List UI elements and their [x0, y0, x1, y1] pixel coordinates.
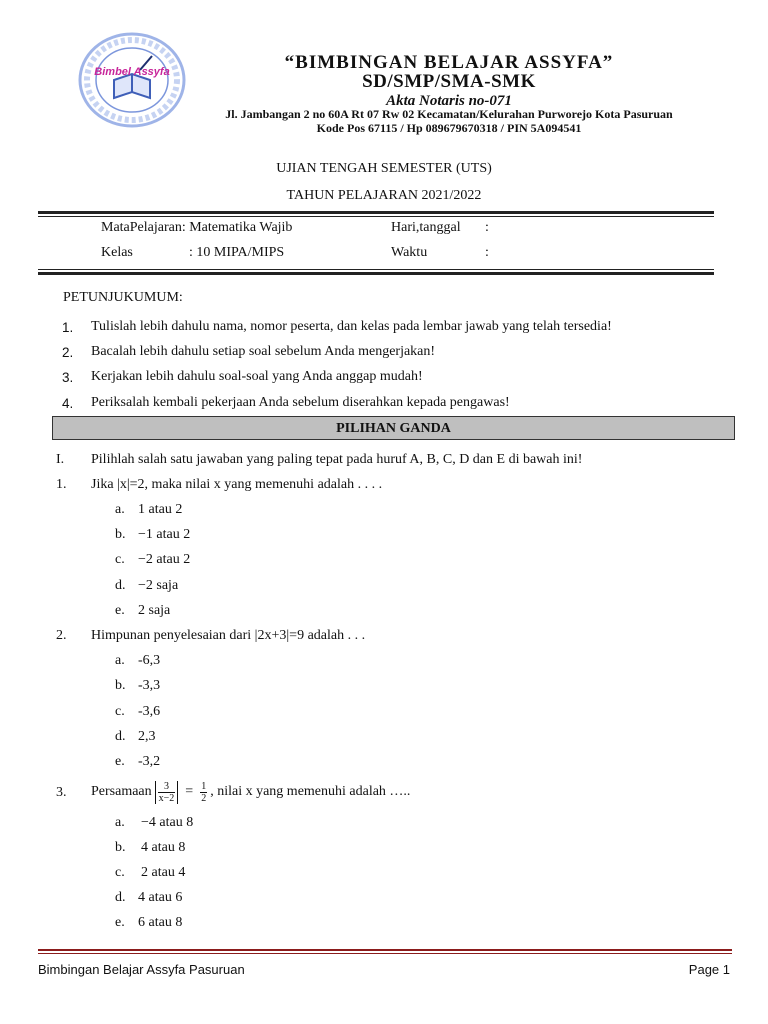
instruction-number: 3.	[62, 370, 74, 385]
option-letter: c.	[115, 552, 125, 567]
section-title: PILIHAN GANDA	[52, 416, 735, 440]
fraction-denominator: 2	[201, 792, 207, 804]
instructions-heading: PETUNJUKUMUM:	[63, 290, 183, 305]
option-letter: e.	[115, 754, 125, 769]
option-text: 2,3	[138, 729, 156, 744]
notary-number: Akta Notaris no-071	[386, 93, 512, 109]
instruction-number: 2.	[62, 345, 74, 360]
info-top-rule	[38, 211, 714, 214]
institution-contact: Kode Pos 67115 / Hp 089679670318 / PIN 5A094541	[316, 121, 582, 135]
option-letter: d.	[115, 578, 126, 593]
option-letter: b.	[115, 678, 126, 693]
option-text: 2 atau 4	[141, 865, 186, 880]
option-text: -6,3	[138, 653, 161, 668]
option-text: −4 atau 8	[141, 815, 194, 830]
question-equation	[91, 777, 410, 807]
option-text: −2 atau 2	[138, 552, 191, 567]
page-number: Page 1	[688, 962, 730, 977]
section-roman: I.	[56, 452, 65, 467]
option-letter: c.	[115, 704, 125, 719]
option-letter: a.	[115, 502, 125, 517]
equation-prefix: Persamaan	[91, 784, 152, 799]
instruction-number: 4.	[62, 396, 74, 411]
instruction-text: Tulislah lebih dahulu nama, nomor peserta, dan kelas pada lembar jawab yang telah tersedia!	[91, 319, 612, 334]
option-letter: c.	[115, 865, 125, 880]
logo-emblem	[76, 30, 188, 130]
option-letter: a.	[115, 815, 125, 830]
footer-institution: Bimbingan Belajar Assyfa Pasuruan	[38, 962, 245, 977]
option-text: 4 atau 8	[141, 840, 186, 855]
option-letter: b.	[115, 527, 126, 542]
subject-field: MataPelajaran: Matematika Wajib	[101, 220, 293, 235]
absolute-value-bars	[155, 781, 179, 804]
footer-rule	[38, 949, 732, 951]
option-text: −2 saja	[138, 578, 179, 593]
option-text: -3,6	[138, 704, 161, 719]
section-instruction: Pilihlah salah satu jawaban yang paling tepat pada huruf A, B, C, D dan E di bawah ini!	[91, 452, 583, 467]
logo	[76, 30, 188, 130]
question-number: 1.	[56, 477, 67, 492]
fraction-left	[158, 781, 176, 804]
exam-title: UJIAN TENGAH SEMESTER (UTS)	[276, 161, 492, 176]
time-colon: :	[485, 245, 489, 260]
option-letter: e.	[115, 915, 125, 930]
option-text: 1 atau 2	[138, 502, 183, 517]
day-label: Hari,tanggal	[391, 220, 461, 235]
option-text: -3,2	[138, 754, 161, 769]
option-text: -3,3	[138, 678, 161, 693]
fraction-numerator: 1	[201, 780, 207, 792]
option-letter: d.	[115, 890, 126, 905]
info-top-rule-thin	[38, 216, 714, 217]
question-text: Himpunan penyelesaian dari |2x+3|=9 adalah . . .	[91, 628, 366, 643]
option-letter: b.	[115, 840, 126, 855]
question-number: 3.	[56, 785, 67, 800]
option-text: 4 atau 6	[138, 890, 183, 905]
time-label: Waktu	[391, 245, 428, 260]
option-letter: d.	[115, 729, 126, 744]
option-letter: a.	[115, 653, 125, 668]
fraction-right	[200, 781, 207, 804]
fraction-numerator: 3	[158, 781, 176, 793]
institution-levels: SD/SMP/SMA-SMK	[362, 71, 536, 92]
logo-text: Bimbel Assyfa	[94, 66, 170, 78]
option-text: 6 atau 8	[138, 915, 183, 930]
class-label: Kelas	[101, 245, 133, 260]
info-bottom-rule	[38, 272, 714, 275]
day-colon: :	[485, 220, 489, 235]
institution-address: Jl. Jambangan 2 no 60A Rt 07 Rw 02 Kecamatan/Kelurahan Purworejo Kota Pasuruan	[225, 107, 673, 121]
instruction-text: Kerjakan lebih dahulu soal-soal yang Anda anggap mudah!	[91, 369, 423, 384]
option-text: 2 saja	[138, 603, 171, 618]
institution-name: “BIMBINGAN BELAJAR ASSYFA”	[284, 52, 614, 73]
fraction-denominator: x−2	[158, 792, 175, 804]
equation-suffix: , nilai x yang memenuhi adalah …..	[210, 784, 411, 799]
question-number: 2.	[56, 628, 67, 643]
option-text: −1 atau 2	[138, 527, 191, 542]
instruction-number: 1.	[62, 320, 74, 335]
info-bottom-rule-thin	[38, 269, 714, 270]
instruction-text: Bacalah lebih dahulu setiap soal sebelum Anda mengerjakan!	[91, 344, 436, 359]
class-value: : 10 MIPA/MIPS	[189, 245, 285, 260]
option-letter: e.	[115, 603, 125, 618]
equals-sign: =	[185, 784, 194, 799]
footer-rule-thin	[38, 953, 732, 954]
exam-year: TAHUN PELAJARAN 2021/2022	[286, 188, 482, 203]
instruction-text: Periksalah kembali pekerjaan Anda sebelum diserahkan kepada pengawas!	[91, 395, 510, 410]
question-text: Jika |x|=2, maka nilai x yang memenuhi adalah . . . .	[91, 477, 383, 492]
